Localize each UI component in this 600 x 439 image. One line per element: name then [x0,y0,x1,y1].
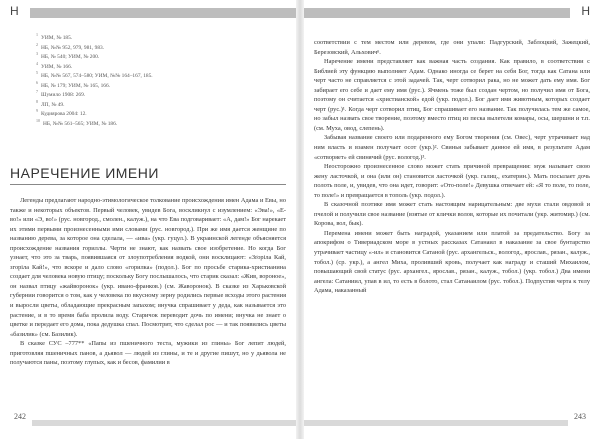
footnote [36,80,236,90]
footnote [36,61,236,71]
footnote-number: 8 [36,98,38,104]
footnote-text: УИМ, № 166. [41,63,73,70]
footnote-text: НБ, № 179; УИМ, № 165, 166. [41,82,111,89]
paragraph: Перемена имени может быть наградой, указанием или платой за предательство. Богу за апокрифом о Тивериадском море в устных рассказах Сатанаил в наказание за свое бунтарство утрачивает частицу «-ил» и становится Сатаной (рус. архангельск., вологод., ярослав., рязан., калуж., тобол.) (ср. укр.), а ангел Миха, проливший кровь, получает как награду и сташий Михаилом, повышающий свой статус (рус. архангел., ярослав., рязан., калуж., тобол.) (укр. тобол.) Два имени ангела: Сатаниил, упав в ил, то есть в болото, стал Сатанаилом (рус. тобол.). Подпустив черта к телу Адама, наказанный [314,229,590,295]
footer-bar [304,420,568,426]
running-header-letter: Н [10,4,19,18]
footnote-text: НБ, №№ 567, 574–580; УИМ, №№ 164–167, 185. [41,72,153,79]
footnote-number: 3 [36,51,38,56]
paragraph: соответствии с тем местом или деревом, где они упали: Падгурский, Заблоцкий, Зажецкий, Березовский, Альховичⁿ. [314,39,590,56]
footnote-number: 9 [36,108,38,113]
footnote [36,99,236,109]
footnote-text: НБ, №№ 561–565; УИМ, № 186. [43,120,118,127]
footnote-text: УИМ, № 185. [41,34,73,41]
paragraph: В сказке СУС –777** «Папы из пшеничного теста, мужики из глины» Бог лепит людей, приготовляя пшеничных панов, а дьявол — людей из глины, и те и другие пишут, но у дьявола не получаются паны, поэтому глупых, как и бесов, фамилии в [10,340,286,367]
footnote-text: НБ, №№ 952, 979, 981, 983. [41,44,105,51]
footnote-number: 6 [36,79,38,85]
footnote [36,51,236,61]
footnote [36,108,236,118]
footnote [36,89,236,99]
page-number: 243 [574,412,586,421]
footnote-text: Кудиярова 2004: 12. [41,110,87,117]
left-page [0,0,296,439]
footnote [36,32,236,42]
footnote-number: 4 [36,60,38,66]
footnotes [36,32,236,127]
running-header-letter: Н [581,4,590,18]
paragraph: Легенды предлагают народно-этимологическое толкование происхождения имен Адама и Евы, но также и некоторых объектов. Первый человек, увидев Бога, воскликнул с изумлением: «Эва!», «Е-во!» или «Э, во!» (рус. новгород., смолен., калуж.), на что Ева подговаривает: «А, дам!» Бог нарекает их этими первыми произнесенными ими словами (рус. новгород.). При же имя дается женщине по названию дерева, за которое она сделала, — «ива» (укр. гуцул.). В украинской легенде объясняется происхождение названия гориллы. Черти не знают, как назвать свое изобретение. Но когда Бог узнает, что это за тварь, появившаяся от злоупотребления водкой, они восклицают: «Зґоріла Кай, згоріла Кай!», что вскоре и дало слово «горилка» (подол.). Бог по просьбе старика-христианина создает для человека новую птицу; поскольку Богу послышалось, что старик сказал: «Жив, вороное», он назвал птицу «жайворонок» (укр. ивано-франков.) (см. Жаворонок). В сказке из Харьковской губернии говорится о том, как у человека по вкусному зерну родились первые всходы этого растения и выросли цветы, обладающие прекрасным запахом; внучка спрашивает у деда, как называется это растение, и в то время баба пролила воду. Старичок переводит дочь по имени; внучка не знает о цветке и передает его дома, пока дедушка спал. Посмотрит, что сделал рос — и так появились цветы «базилик» (см. Базилик). [10,197,286,338]
page-number: 242 [14,412,26,421]
right-page [304,0,600,439]
header-bar [304,8,570,18]
footnote [36,118,236,128]
footnote [36,70,236,80]
book-gutter [296,0,304,439]
footnote-number: 5 [36,70,38,75]
footnote-number: 1 [36,32,38,37]
header-bar [30,8,296,18]
paragraph: Неосторожно произнесенное слово может стать причиной превращения: муж называет свою жену ласточкой, и она (или он) становится ласточкой (укр. галиц., ехатерин.). Мать посылает дочь полоть поле, и, увидев, что она идет, говорит: «Ото-поле!» Девушка отвечает ей: «Я то поле, то поле, то поле!» и превращается в тополь (укр. подол.). [314,163,590,199]
footer-bar [32,420,296,426]
paragraph: В сказочной поэтике имя может стать настоящим нарицательным: две мухи стали овдовой и пчелой и получили свое название (взятые от клички волов, которые их почитали (укр. житомир.) (см. Корова, вол, бык). [314,201,590,228]
footnote-text: ЛП, № 49. [41,101,65,108]
footnote-text: НБ, № 540; УИМ, № 200. [41,53,100,60]
footnote-number: 10 [36,117,40,123]
footnote-number: 7 [36,89,38,94]
right-body-text [314,38,590,296]
footnote [36,42,236,52]
footnote-number: 2 [36,41,38,47]
left-body-text [10,196,286,368]
paragraph: Наречение имени представляет как важная часть создания. Как правило, в соответствии с Библией эту функцию выполняет Адам. Однако иногда се берет на себя Бог, тогда как Сатана или черт часто не справляется с этой задачей. Так, черт сотворил рака, но не может дать ему имя. Бог забирает его себе и дает ему имя (рус.). Ячмень тоже был создан чертом, но получил имя от Бога, поэтому он считается «христианской» едой (укр. подол.). Бог дает имя животным, которых создает черт (рус.)¹. Когда черт сотворил птиц, Бог спрашивает его название. Так получилась тем же самое, но забыл назвать свое творение, поэтому вместо птиц из песка вылетели комары, осы, шершни и т.п. (см. Муха, овод, слепень). [314,58,590,132]
paragraph: Забывая название своего или подаренного ему Богом творения (см. Овес), черт утрачивает над ним власть и взамен получает осот (укр.)². Свинья забывает данное ей имя, в результате Адам «сотворяет» ей свинячий (рус. вологод.)³. [314,134,590,161]
section-title: НАРЕЧЕНИЕ ИМЕНИ [10,165,286,185]
footnote-text: Шумило 1908: 269. [41,91,86,98]
